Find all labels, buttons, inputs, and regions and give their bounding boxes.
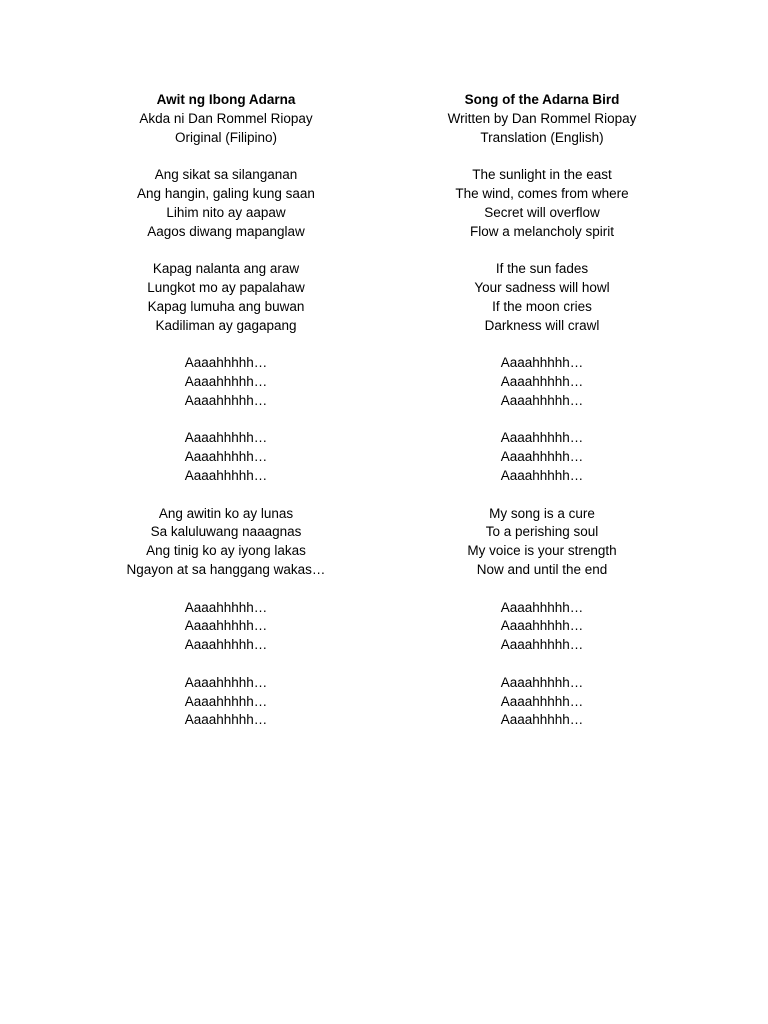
translation-verse-line: Aaaahhhhh… [500,599,584,615]
original-verse-line: Lihim nito ay aapaw [166,204,286,220]
original-stanza [76,674,376,730]
original-stanza [76,505,376,580]
translation-stanza [392,166,692,241]
translation-column [392,91,692,749]
original-stanza [76,429,376,485]
translation-verse-line: Darkness will crawl [484,317,600,333]
translation-label: Translation (English) [480,129,604,145]
original-verse-line: Ngayon at sa hanggang wakas… [126,561,326,577]
translation-stanza [392,429,692,485]
original-verse-line: Aaaahhhhh… [184,373,268,389]
original-stanza [76,599,376,655]
translation-stanza [392,599,692,655]
original-label: Original (Filipino) [174,129,278,145]
original-verse-line: Aaaahhhhh… [184,449,268,465]
original-verse-line: Ang awitin ko ay lunas [158,505,294,521]
original-verse-line: Aaaahhhhh… [184,712,268,728]
translation-verse-line: My song is a cure [489,505,595,521]
translation-verse-line: Your sadness will howl [474,279,610,295]
translation-verse-line: Aaaahhhhh… [500,430,584,446]
original-column [76,91,376,749]
translation-verse-line: Aaaahhhhh… [500,712,584,728]
original-verse-line: Aaaahhhhh… [184,693,268,709]
original-stanza [76,166,376,241]
translation-stanza [392,354,692,410]
translation-verse-line: If the moon cries [492,298,592,314]
translation-verse-line: Flow a melancholy spirit [469,223,615,239]
original-verse-line: Aaaahhhhh… [184,674,268,690]
original-verse-line: Ang hangin, galing kung saan [137,185,315,201]
translation-verse-line: Aaaahhhhh… [500,449,584,465]
translation-verse-line: Aaaahhhhh… [500,467,584,483]
translation-stanza [392,505,692,580]
original-stanzas [76,166,376,730]
original-verse-line: Kadiliman ay gagapang [155,317,297,333]
original-verse-line: Lungkot mo ay papalahaw [147,279,305,295]
original-verse-line: Sa kaluluwang naaagnas [150,524,302,540]
original-stanza [76,260,376,335]
translation-verse-line: To a perishing soul [485,524,599,540]
original-verse-line: Kapag lumuha ang buwan [147,298,305,314]
translation-stanza [392,260,692,335]
original-title: Awit ng Ibong Adarna [156,92,296,107]
translation-stanza [392,674,692,730]
translation-verse-line: Aaaahhhhh… [500,618,584,634]
translation-verse-line: If the sun fades [495,261,589,277]
original-verse-line: Aagos diwang mapanglaw [147,223,305,239]
translation-verse-line: Aaaahhhhh… [500,392,584,408]
translation-verse-line: My voice is your strength [467,543,617,559]
translation-verse-line: The wind, comes from where [455,185,629,201]
original-verse-line: Aaaahhhhh… [184,467,268,483]
original-verse-line: Aaaahhhhh… [184,430,268,446]
translation-verse-line: Aaaahhhhh… [500,674,584,690]
original-verse-line: Aaaahhhhh… [184,637,268,653]
translation-verse-line: Now and until the end [476,561,608,577]
original-author: Akda ni Dan Rommel Riopay [139,110,313,126]
translation-verse-line: Aaaahhhhh… [500,693,584,709]
translation-verse-line: Secret will overflow [484,204,600,220]
translation-author: Written by Dan Rommel Riopay [447,110,637,126]
original-verse-line: Aaaahhhhh… [184,355,268,371]
original-verse-line: Aaaahhhhh… [184,599,268,615]
original-header [76,91,376,147]
original-verse-line: Kapag nalanta ang araw [152,261,300,277]
translation-verse-line: Aaaahhhhh… [500,355,584,371]
original-verse-line: Aaaahhhhh… [184,392,268,408]
translation-title: Song of the Adarna Bird [464,92,620,107]
original-verse-line: Ang sikat sa silanganan [154,167,298,183]
translation-verse-line: The sunlight in the east [472,167,612,183]
original-stanza [76,354,376,410]
translation-stanzas [392,166,692,730]
original-verse-line: Aaaahhhhh… [184,618,268,634]
translation-verse-line: Aaaahhhhh… [500,637,584,653]
translation-verse-line: Aaaahhhhh… [500,373,584,389]
original-verse-line: Ang tinig ko ay iyong lakas [146,543,306,559]
translation-header [392,91,692,147]
